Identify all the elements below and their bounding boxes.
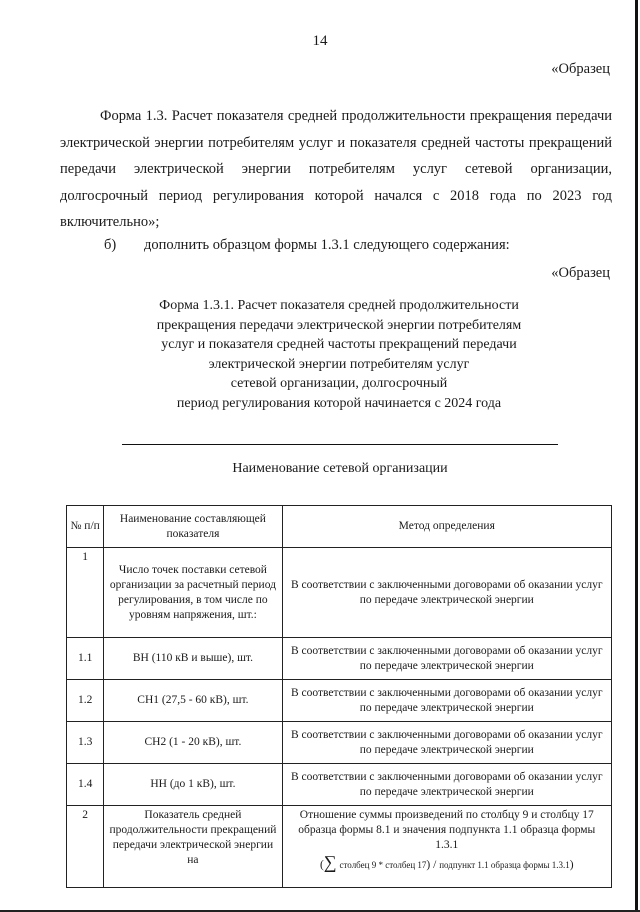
title-line: Форма 1.3.1. Расчет показателя средней продолжительности	[159, 298, 519, 313]
row-num: 1.1	[67, 638, 104, 680]
org-name-underline	[122, 444, 558, 445]
table-row	[67, 722, 612, 764]
sigma-symbol: ∑	[323, 852, 337, 872]
row-method: В соответствии с заключенными договорами об оказании услуг по передаче электрической энергии	[282, 548, 611, 638]
list-marker-b: б)	[104, 237, 117, 253]
header-num: № п/п	[67, 506, 104, 548]
table-row	[67, 764, 612, 806]
row-num: 2	[67, 806, 104, 888]
page-number: 14	[312, 33, 328, 49]
title-line: прекращения передачи электрической энергии потребителям	[156, 317, 522, 333]
row-num: 1.4	[67, 764, 104, 806]
row-name: ВН (110 кВ и выше), шт.	[104, 638, 282, 680]
title-line: услуг и показателя средней частоты прекращений передачи	[161, 337, 517, 352]
row-num: 1.2	[67, 680, 104, 722]
forma-1-3-paragraph: Форма 1.3. Расчет показателя средней продолжительности прекращения передачи электрической энергии потребителям услуг и показателя средней частоты прекращений передачи электрической энергии потребителям услуг сетевой организации, долгосрочный период регулирования которой начался с 2018 года по 2023 год включительно»;	[60, 108, 612, 230]
row-method: В соответствии с заключенными договорами об оказании услуг по передаче электрической энергии	[282, 680, 611, 722]
table-row	[67, 806, 612, 888]
row-name: СН2 (1 - 20 кВ), шт.	[104, 722, 282, 764]
table-row	[67, 638, 612, 680]
header-quote-obrazec: «Образец	[551, 61, 610, 77]
row-name: СН1 (27,5 - 60 кВ), шт.	[104, 680, 282, 722]
indicator-table	[66, 505, 612, 888]
title-line: электрической энергии потребителям услуг	[208, 356, 470, 372]
row-method: В соответствии с заключенными договорами об оказании услуг по передаче электрической энергии	[282, 722, 611, 764]
forma-1-3-1-title	[120, 296, 558, 413]
page-edge	[635, 0, 638, 912]
row-num: 1	[67, 548, 104, 638]
row-name: Число точек поставки сетевой организации за расчетный период регулирования, в том числе по уровням напряжения, шт.:	[104, 548, 282, 638]
org-name-label: Наименование сетевой организации	[232, 461, 448, 476]
list-item-b-text: дополнить образцом формы 1.3.1 следующего содержания:	[144, 237, 510, 253]
formula: (∑ столбец 9 * столбец 17) / подпункт 1.1 образца формы 1.3.1)	[319, 852, 574, 872]
header-quote-obrazec-2: «Образец	[551, 265, 610, 281]
table-row	[67, 548, 612, 638]
title-line: период регулирования которой начинается с 2024 года	[176, 395, 502, 411]
formula-inner: столбец 9 * столбец 17	[339, 860, 427, 870]
header-name: Наименование составляющей показателя	[104, 506, 282, 548]
row-method: В соответствии с заключенными договорами об оказании услуг по передаче электрической энергии	[282, 764, 611, 806]
row-method-cell	[282, 806, 611, 888]
row-name: Показатель средней продолжительности прекращений передачи электрической энергии на	[104, 806, 282, 888]
table-row	[67, 680, 612, 722]
table-header-row	[67, 506, 612, 548]
row-name: НН (до 1 кВ), шт.	[104, 764, 282, 806]
title-line: сетевой организации, долгосрочный	[230, 376, 448, 391]
header-method: Метод определения	[282, 506, 611, 548]
row-method: В соответствии с заключенными договорами об оказании услуг по передаче электрической энергии	[282, 638, 611, 680]
formula-divisor: подпункт 1.1 образца формы 1.3.1	[439, 860, 570, 870]
row-num: 1.3	[67, 722, 104, 764]
row-method: Отношение суммы произведений по столбцу 9 и столбцу 17 образца формы 8.1 и значения подпункта 1.1 образца формы 1.3.1	[298, 809, 596, 851]
